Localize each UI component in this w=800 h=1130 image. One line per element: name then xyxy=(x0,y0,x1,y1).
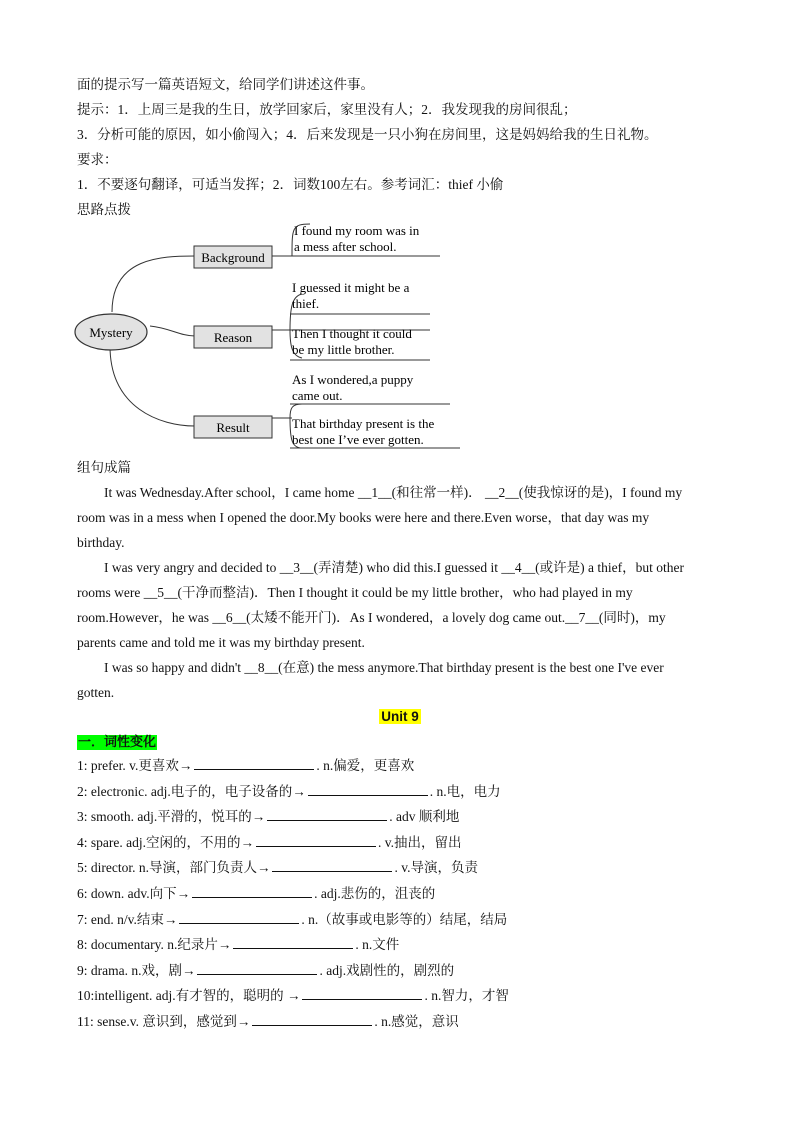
result-note-1b: came out. xyxy=(292,388,343,403)
answer-blank[interactable] xyxy=(308,783,428,796)
branch-result xyxy=(110,346,195,426)
vocab-item xyxy=(77,783,501,801)
reason-note-1a: I guessed it might be a xyxy=(292,280,410,295)
vocab-item xyxy=(77,987,509,1005)
intro-line-3: 3．分析可能的原因，如小偷闯入；4．后来发现是一只小狗在房间里，这是妈妈给我的生日礼物。 xyxy=(77,127,658,142)
vocab-hint: . adv 顺利地 xyxy=(389,809,460,825)
compose-p3-line-1: I was so happy and didn't __8__(在意) the mess anymore.That birthday present is the best one I've ever xyxy=(104,660,664,675)
reason-note-2b: be my little brother. xyxy=(292,342,395,357)
vocab-item xyxy=(77,859,478,877)
vocab-hint: . n.智力，才智 xyxy=(424,988,509,1004)
result-note-1a: As I wondered,a puppy xyxy=(292,372,414,387)
intro-line-5: 1．不要逐句翻译，可适当发挥；2．词数100左右。参考词汇：thief 小偷 xyxy=(77,177,504,192)
vocab-item xyxy=(77,885,435,903)
vocab-item xyxy=(77,1013,459,1031)
compose-p1-line-1: It was Wednesday.After school，I came home __1__(和往常一样)． __2__(使我惊讶的是)，I found my xyxy=(104,485,683,500)
vocab-hint: . n.（故事或电影等的）结尾，结局 xyxy=(301,911,508,927)
result-note-2a: That birthday present is the xyxy=(292,416,435,431)
answer-blank[interactable] xyxy=(256,834,376,847)
vocab-prompt: 3: smooth. adj.平滑的，悦耳的→ xyxy=(77,809,266,825)
vocab-item xyxy=(77,962,454,980)
intro-line-4: 要求： xyxy=(77,152,118,167)
answer-blank[interactable] xyxy=(272,859,392,872)
branch-background xyxy=(112,256,195,312)
unit-title: Unit 9 xyxy=(381,709,419,724)
unit-title-row xyxy=(0,708,800,726)
vocab-prompt: 7: end. n/v.结束→ xyxy=(77,911,178,927)
vocab-hint: . n.感觉，意识 xyxy=(374,1014,459,1029)
reason-note-2a: Then I thought it could xyxy=(292,326,412,341)
vocab-prompt: 4: spare. adj.空闲的，不用的→ xyxy=(77,834,254,850)
vocab-prompt: 11: sense.v. 意识到，感觉到→ xyxy=(77,1014,251,1029)
vocab-item xyxy=(77,911,507,929)
intro-line-2: 提示：1．上周三是我的生日，放学回家后，家里没有人；2．我发现我的房间很乱； xyxy=(77,102,577,117)
vocab-hint: . n.文件 xyxy=(355,937,400,953)
intro-line-6: 思路点拨 xyxy=(77,202,131,217)
section-head-row xyxy=(77,733,157,752)
vocab-prompt: 10:intelligent. adj.有才智的，聪明的 → xyxy=(77,988,301,1004)
vocab-hint: . v.导演，负责 xyxy=(394,860,478,876)
result-label: Result xyxy=(216,420,250,435)
answer-blank[interactable] xyxy=(179,911,299,924)
vocab-prompt: 1: prefer. v.更喜欢→ xyxy=(77,758,193,773)
mind-map xyxy=(70,218,470,456)
section-heading: 一．词性变化 xyxy=(78,735,157,750)
vocab-prompt: 9: drama. n.戏，剧→ xyxy=(77,962,196,978)
branch-reason xyxy=(150,326,195,336)
answer-blank[interactable] xyxy=(192,885,312,898)
vocab-hint: . v.抽出，留出 xyxy=(377,834,462,850)
intro-line-1: 面的提示写一篇英语短文，给同学们讲述这件事。 xyxy=(77,77,374,92)
answer-blank[interactable] xyxy=(267,808,387,821)
vocab-hint: . n.电，电力 xyxy=(429,783,501,799)
compose-p2-line-2: rooms were __5__(干净而整洁)．Then I thought it could be my little brother，who had played in my xyxy=(77,585,633,600)
reason-note-1b: thief. xyxy=(292,296,320,311)
vocab-item xyxy=(77,757,414,775)
mystery-label: Mystery xyxy=(89,325,133,340)
compose-p3-line-2: gotten. xyxy=(77,685,115,700)
result-note-2b: best one I’ve ever gotten. xyxy=(292,432,424,447)
compose-p1-line-2: room was in a mess when I opened the door.My books were here and there.Even worse，that day was my xyxy=(77,510,650,525)
vocab-prompt: 8: documentary. n.纪录片→ xyxy=(77,937,232,953)
compose-p2-line-1: I was very angry and decided to __3__(弄清楚) who did this.I guessed it __4__(或许是) a thief，but other xyxy=(104,560,685,575)
vocab-hint: . adj.悲伤的，沮丧的 xyxy=(314,886,436,901)
vocab-hint: . n.偏爱，更喜欢 xyxy=(316,758,415,773)
reason-label: Reason xyxy=(213,330,253,345)
answer-blank[interactable] xyxy=(194,757,314,770)
answer-blank[interactable] xyxy=(197,962,317,975)
vocab-item xyxy=(77,936,399,954)
compose-p2-line-3: room.However，he was __6__(太矮不能开门)．As I wondered，a lovely dog came out.__7__(同时)，my xyxy=(77,610,666,625)
compose-p2-line-4: parents came and told me it was my birthday present. xyxy=(77,635,365,650)
vocab-prompt: 5: director. n.导演，部门负责人→ xyxy=(77,860,271,876)
vocab-item xyxy=(77,808,459,826)
vocab-hint: . adj.戏剧性的，剧烈的 xyxy=(319,962,455,978)
answer-blank[interactable] xyxy=(252,1013,372,1026)
vocab-item xyxy=(77,834,461,852)
vocab-prompt: 6: down. adv.向下→ xyxy=(77,886,191,901)
background-label: Background xyxy=(201,250,265,265)
background-note-2: a mess after school. xyxy=(294,239,397,254)
background-note-1: I found my room was in xyxy=(294,223,420,238)
answer-blank[interactable] xyxy=(302,987,422,1000)
compose-heading: 组句成篇 xyxy=(77,460,131,475)
compose-p1-line-3: birthday. xyxy=(77,535,125,550)
answer-blank[interactable] xyxy=(233,936,353,949)
vocab-prompt: 2: electronic. adj.电子的，电子设备的→ xyxy=(77,783,306,799)
